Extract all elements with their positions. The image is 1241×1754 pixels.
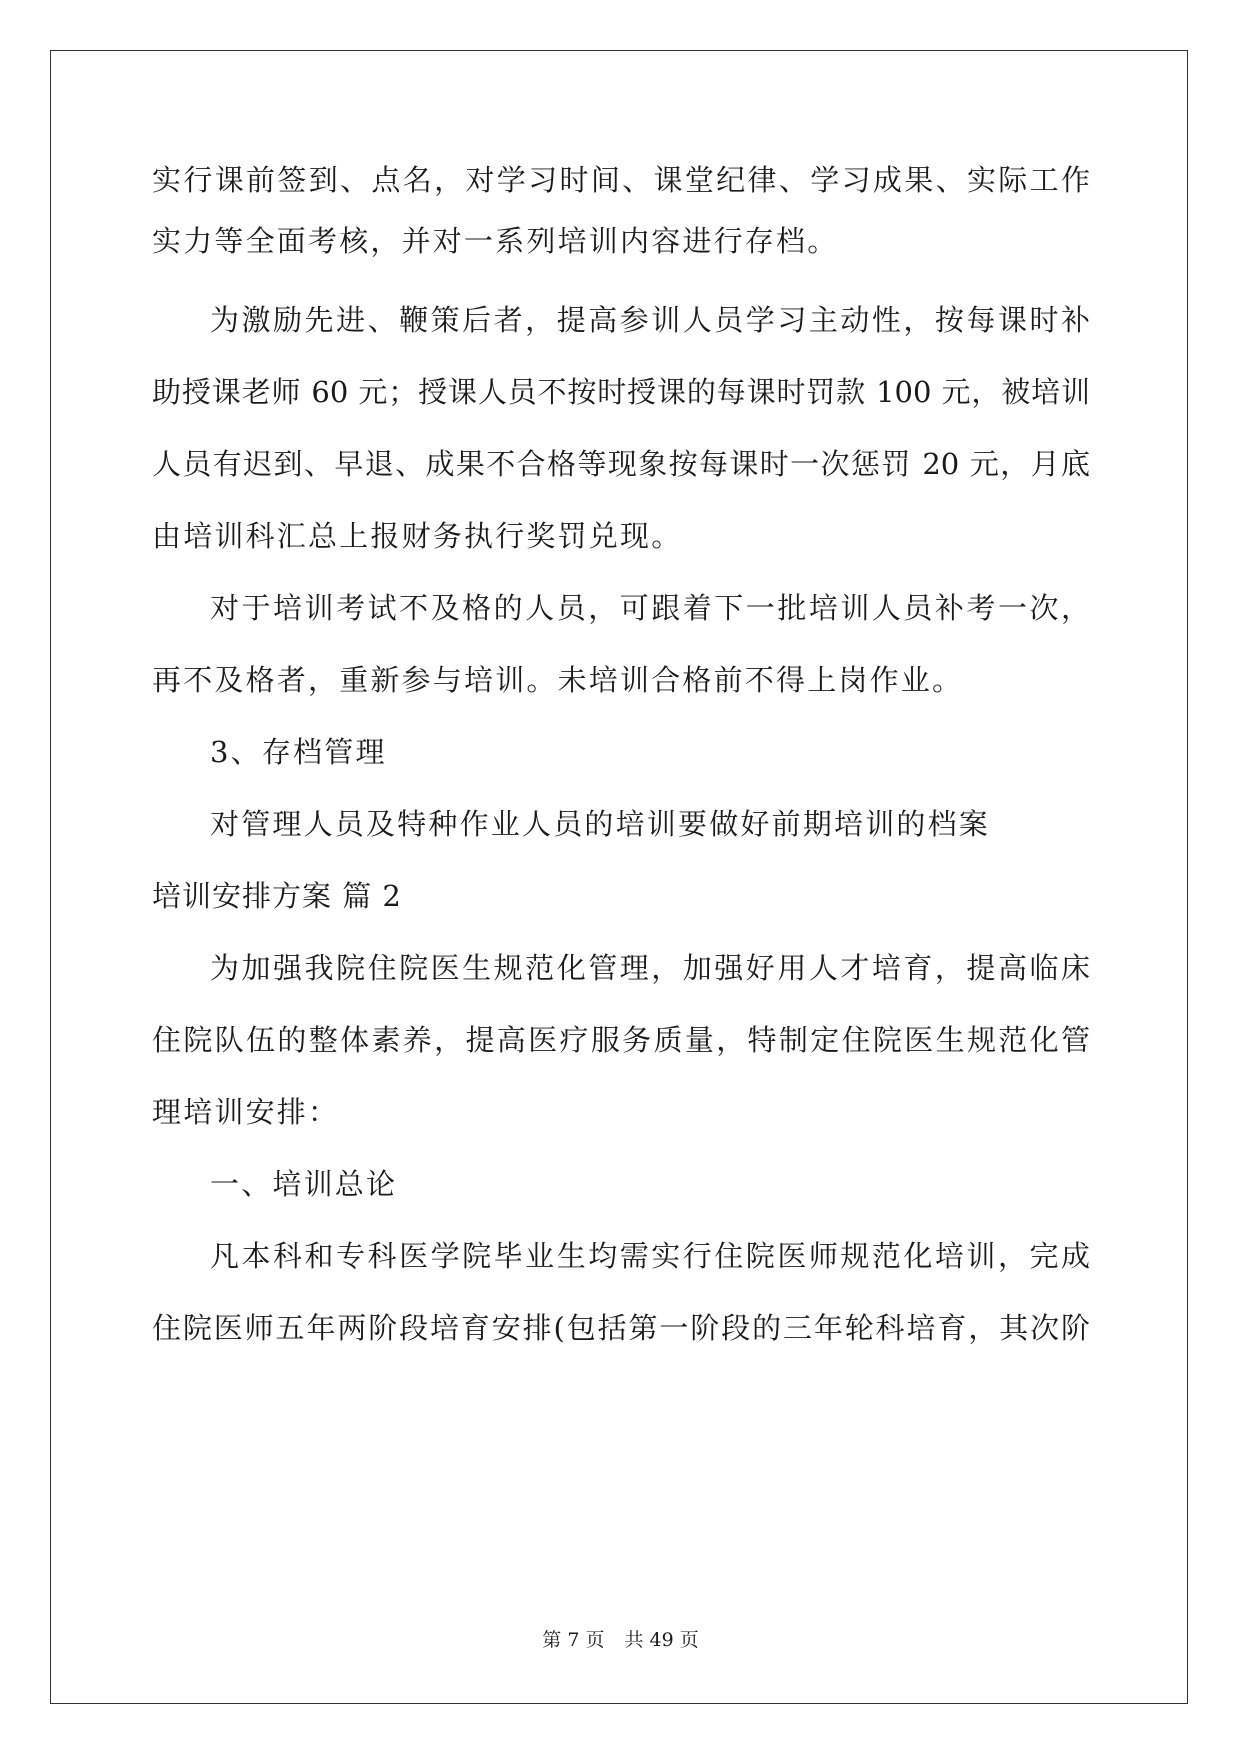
paragraph-line: 为激励先进、鞭策后者，提高参训人员学习主动性，按每课时补 xyxy=(210,303,1090,337)
section-heading: 3、存档管理 xyxy=(210,735,387,769)
page-footer xyxy=(0,1628,1241,1652)
paragraph-line: 凡本科和专科医学院毕业生均需实行住院医师规范化培训，完成 xyxy=(210,1239,1090,1273)
article-title: 培训安排方案 篇 2 xyxy=(152,879,402,913)
paragraph-line: 人员有迟到、早退、成果不合格等现象按每课时一次惩罚 20 元，月底 xyxy=(152,447,1090,481)
paragraph-line: 由培训科汇总上报财务执行奖罚兑现。 xyxy=(152,519,683,553)
paragraph-line: 对于培训考试不及格的人员，可跟着下一批培训人员补考一次， xyxy=(210,591,1090,625)
paragraph-line: 实行课前签到、点名，对学习时间、课堂纪律、学习成果、实际工作 xyxy=(152,163,1090,197)
page-total: 共 49 页 xyxy=(624,1629,699,1651)
paragraph-line: 理培训安排： xyxy=(152,1095,340,1129)
paragraph-line: 为加强我院住院医生规范化管理，加强好用人才培育，提高临床 xyxy=(210,951,1090,985)
paragraph-line: 助授课老师 60 元；授课人员不按时授课的每课时罚款 100 元，被培训 xyxy=(152,375,1090,409)
paragraph-line: 对管理人员及特种作业人员的培训要做好前期培训的档案 xyxy=(210,807,991,841)
paragraph-line: 实力等全面考核，并对一系列培训内容进行存档。 xyxy=(152,224,839,258)
paragraph-line: 再不及格者，重新参与培训。未培训合格前不得上岗作业。 xyxy=(152,663,964,697)
section-heading: 一、培训总论 xyxy=(210,1167,398,1201)
page-number: 第 7 页 xyxy=(542,1629,605,1651)
paragraph-line: 住院医师五年两阶段培育安排(包括第一阶段的三年轮科培育，其次阶 xyxy=(152,1311,1090,1345)
paragraph-line: 住院队伍的整体素养，提高医疗服务质量，特制定住院医生规范化管 xyxy=(152,1023,1090,1057)
